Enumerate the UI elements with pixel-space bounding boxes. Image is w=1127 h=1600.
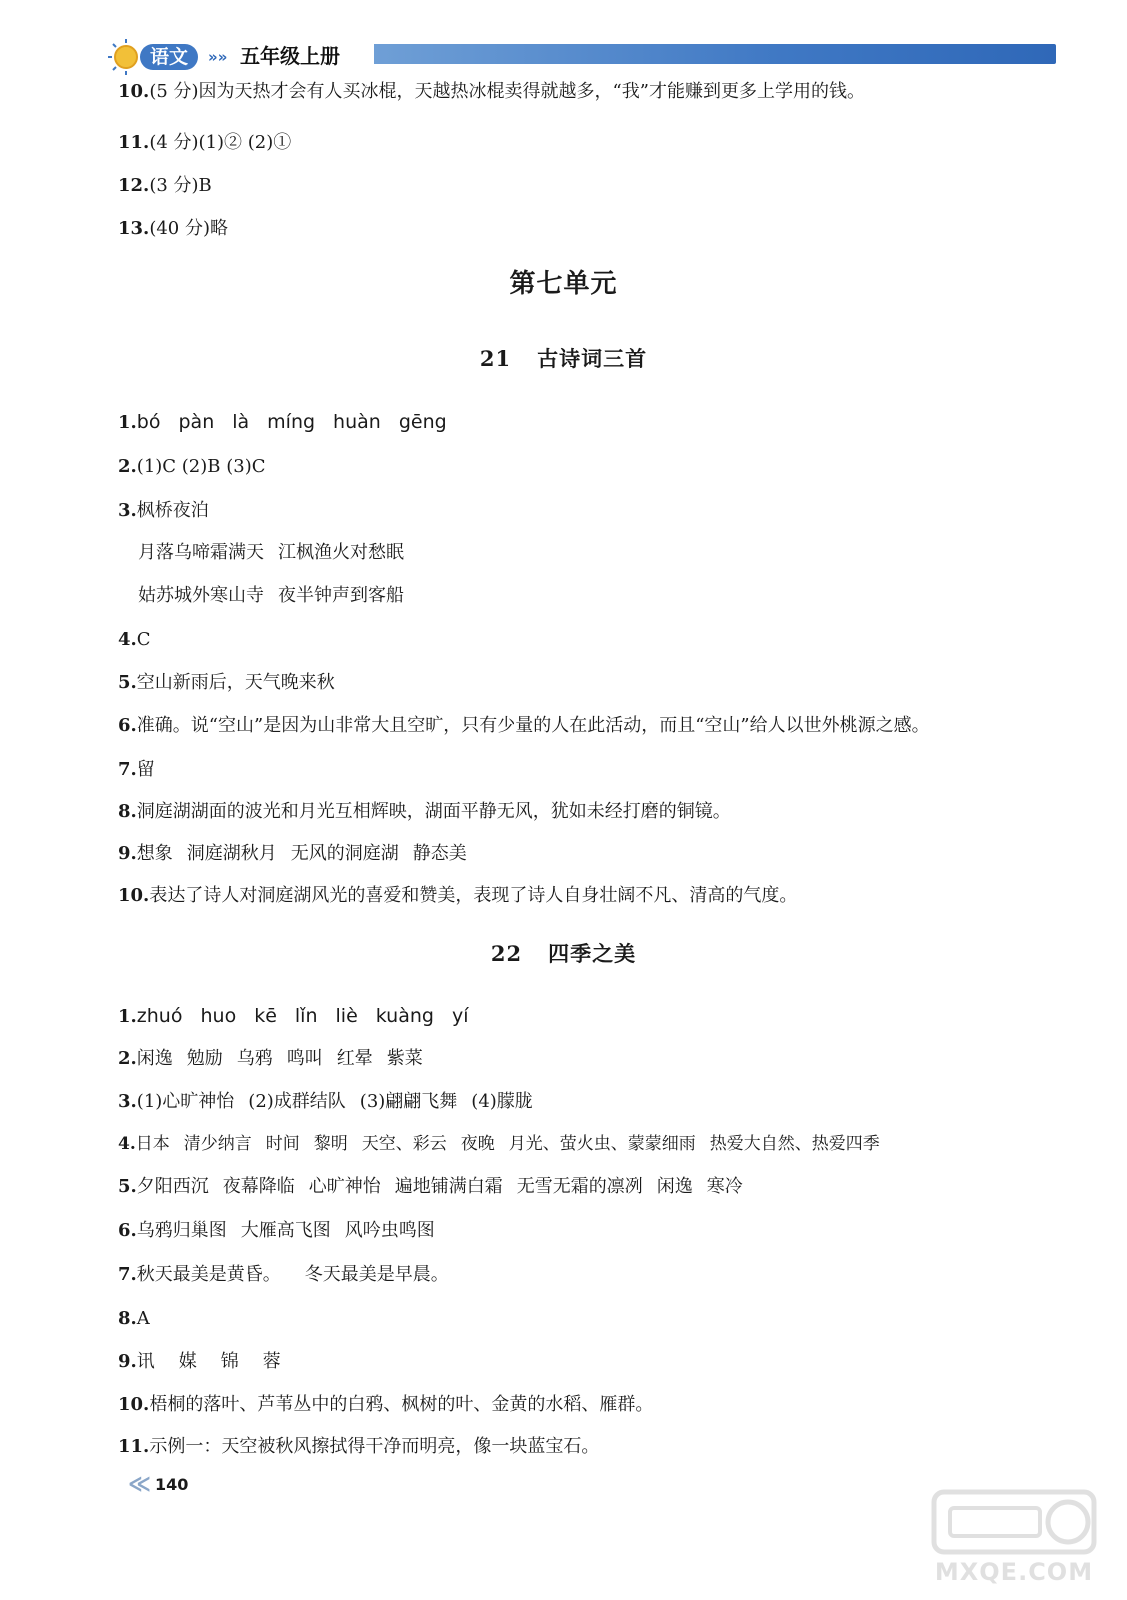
answer-item: 黎明 xyxy=(313,1134,348,1154)
answer-item: (2)成群结队 xyxy=(248,1091,346,1112)
watermark-text: MXQE.COM xyxy=(934,1558,1094,1586)
question-number: 10. xyxy=(118,1394,150,1415)
pinyin-item: bó xyxy=(136,411,161,433)
answer-item: 勉励 xyxy=(186,1048,223,1069)
question-number: 9. xyxy=(118,1351,137,1372)
answer-item: 乌鸦 xyxy=(236,1048,273,1069)
pinyin-item: kuàng xyxy=(375,1005,434,1027)
lesson-title xyxy=(0,344,1127,374)
answer-line xyxy=(118,841,467,867)
answer-text: 示例一：天空被秋风擦拭得干净而明亮，像一块蓝宝石。 xyxy=(149,1436,600,1457)
answer-item: 风吟虫鸣图 xyxy=(344,1220,435,1241)
answer-line xyxy=(118,1174,743,1200)
pinyin-item: yí xyxy=(451,1005,469,1027)
answer-item: 乌鸦归巢图 xyxy=(136,1220,227,1241)
answer-line xyxy=(118,1131,880,1157)
question-number: 13. xyxy=(118,218,150,239)
question-number: 12. xyxy=(118,175,150,196)
answer-line xyxy=(118,1218,435,1244)
answer-text: 梧桐的落叶、芦苇丛中的白鸦、枫树的叶、金黄的水稻、雁群。 xyxy=(149,1394,654,1415)
poem-verse: 姑苏城外寒山寺 xyxy=(138,585,264,606)
answer-item: 洞庭湖秋月 xyxy=(186,843,277,864)
answer-line xyxy=(118,670,335,696)
subject-badge: 语文 xyxy=(140,44,198,70)
question-number: 7. xyxy=(118,759,137,780)
answer-item: 月光、萤火虫、蒙蒙细雨 xyxy=(508,1134,696,1154)
question-number: 3. xyxy=(118,1091,137,1112)
answer-line xyxy=(118,757,155,783)
pinyin-item: lǐn xyxy=(294,1005,318,1027)
answer-line xyxy=(118,1003,487,1030)
answer-item: 夜晚 xyxy=(460,1134,495,1154)
answer-line xyxy=(118,1434,599,1460)
watermark xyxy=(928,1486,1100,1586)
question-number: 11. xyxy=(118,1436,150,1457)
question-number: 9. xyxy=(118,843,137,864)
answer-line xyxy=(118,130,291,156)
pinyin-item: huàn xyxy=(333,411,381,433)
pinyin-list xyxy=(137,1005,487,1027)
question-number: 5. xyxy=(118,672,137,693)
answer-item: 锦 xyxy=(220,1351,239,1372)
answer-item: 闲逸 xyxy=(656,1176,693,1197)
answer-item: 无风的洞庭湖 xyxy=(290,843,399,864)
answer-item: 想象 xyxy=(136,843,173,864)
poem-verse: 江枫渔火对愁眠 xyxy=(278,542,404,563)
question-number: 5. xyxy=(118,1176,137,1197)
page-footer xyxy=(128,1472,188,1496)
answer-line xyxy=(118,883,797,909)
question-number: 1. xyxy=(118,1006,137,1027)
answer-item: 无雪无霜的凛冽 xyxy=(516,1176,643,1197)
answer-line xyxy=(118,409,465,436)
question-number: 6. xyxy=(118,715,137,736)
answer-text: A xyxy=(136,1308,150,1329)
grade-label: 五年级上册 xyxy=(240,44,340,68)
answer-item: 夕阳西沉 xyxy=(136,1176,209,1197)
question-number: 2. xyxy=(118,456,137,477)
answer-item: 寒冷 xyxy=(706,1176,743,1197)
lesson-name: 四季之美 xyxy=(548,941,637,966)
question-number: 6. xyxy=(118,1220,137,1241)
pinyin-item: huo xyxy=(200,1005,237,1027)
answer-line xyxy=(118,1089,533,1115)
answer-text: (1)C (2)B (3)C xyxy=(136,456,266,477)
answer-item: 夜幕降临 xyxy=(222,1176,295,1197)
answer-line xyxy=(118,173,212,199)
answer-item: 秋天最美是黄昏。 xyxy=(136,1264,281,1285)
answer-item: 日本 xyxy=(135,1134,170,1154)
lesson-name: 古诗词三首 xyxy=(537,346,648,371)
answer-item: 鸣叫 xyxy=(286,1048,323,1069)
question-number: 3. xyxy=(118,500,137,521)
header-bar xyxy=(374,44,1056,64)
answer-line xyxy=(118,1392,653,1418)
poem-verse: 月落乌啼霜满天 xyxy=(138,542,264,563)
pinyin-item: zhuó xyxy=(136,1005,183,1027)
answer-line xyxy=(118,1349,281,1375)
answer-item: 时间 xyxy=(265,1134,300,1154)
answer-line xyxy=(118,1306,150,1332)
answer-item: (3)翩翩飞舞 xyxy=(359,1091,458,1112)
answer-item: 冬天最美是早晨。 xyxy=(304,1264,449,1285)
answer-text: C xyxy=(136,629,151,650)
answer-stamp-icon xyxy=(928,1486,1100,1558)
question-number: 11. xyxy=(118,132,150,153)
poem-title: 枫桥夜泊 xyxy=(136,500,209,521)
answer-item: 讯 xyxy=(136,1351,155,1372)
answer-text: (3 分)B xyxy=(149,175,212,196)
answer-line xyxy=(118,1046,423,1072)
pinyin-item: pàn xyxy=(178,411,215,433)
double-chevron-left-icon: ≪ xyxy=(128,1472,152,1497)
answer-item: 闲逸 xyxy=(136,1048,173,1069)
question-number: 10. xyxy=(118,81,150,102)
question-number: 10. xyxy=(118,885,150,906)
question-number: 8. xyxy=(118,801,137,822)
answer-item: 大雁高飞图 xyxy=(240,1220,331,1241)
answer-item: 蓉 xyxy=(262,1351,281,1372)
answer-line xyxy=(118,1262,449,1288)
question-number: 2. xyxy=(118,1048,137,1069)
lesson-title xyxy=(0,939,1127,969)
pinyin-item: míng xyxy=(267,411,316,433)
pinyin-list xyxy=(137,411,465,433)
unit-title: 第七单元 xyxy=(509,269,618,299)
answer-text: 表达了诗人对洞庭湖风光的喜爱和赞美，表现了诗人自身壮阔不凡、清高的气度。 xyxy=(149,885,798,906)
answer-item: 红晕 xyxy=(336,1048,373,1069)
answer-item: (4)朦胧 xyxy=(471,1091,533,1112)
answer-text: (5 分)因为天热才会有人买冰棍，天越热冰棍卖得就越多，“我”才能赚到更多上学用的钱。 xyxy=(149,81,865,102)
pinyin-item: gēng xyxy=(398,411,447,433)
answer-line xyxy=(118,454,266,480)
question-number: 8. xyxy=(118,1308,137,1329)
answer-line xyxy=(118,799,731,825)
answer-item: 热爱大自然、热爱四季 xyxy=(709,1134,880,1154)
answer-item: 天空、彩云 xyxy=(361,1134,447,1154)
chevron-right-icon: »» xyxy=(208,48,228,66)
answer-text: 洞庭湖湖面的波光和月光互相辉映，湖面平静无风，犹如未经打磨的铜镜。 xyxy=(136,801,731,822)
answer-item: 静态美 xyxy=(412,843,467,864)
answer-item: 紫菜 xyxy=(386,1048,423,1069)
answer-item: 清少纳言 xyxy=(183,1134,252,1154)
poem-line xyxy=(138,583,404,609)
pinyin-item: là xyxy=(232,411,250,433)
pinyin-item: liè xyxy=(335,1005,358,1027)
answer-text: 准确。说“空山”是因为山非常大且空旷，只有少量的人在此活动，而且“空山”给人以世外桃源之感。 xyxy=(136,715,930,736)
answer-line xyxy=(118,627,151,653)
pinyin-item: kē xyxy=(254,1005,277,1027)
question-number: 1. xyxy=(118,412,137,433)
question-number: 7. xyxy=(118,1264,137,1285)
page-number: 140 xyxy=(155,1475,189,1494)
answer-item: 媒 xyxy=(178,1351,197,1372)
question-number: 4. xyxy=(118,1134,136,1154)
answer-item: 心旷神怡 xyxy=(308,1176,381,1197)
lesson-number: 22 xyxy=(490,941,523,966)
page-header xyxy=(104,36,1056,80)
answer-line xyxy=(118,79,865,105)
answer-text: (4 分)(1)② (2)① xyxy=(149,132,292,153)
question-number: 4. xyxy=(118,629,137,650)
answer-line xyxy=(118,216,228,242)
answer-item: 遍地铺满白霜 xyxy=(394,1176,503,1197)
poem-line xyxy=(138,540,404,566)
poem-verse: 夜半钟声到客船 xyxy=(278,585,404,606)
answer-line xyxy=(118,498,209,524)
answer-text: 留 xyxy=(136,759,155,780)
answer-line xyxy=(118,713,930,739)
answer-text: (40 分)略 xyxy=(149,218,228,239)
answer-item: (1)心旷神怡 xyxy=(136,1091,235,1112)
answer-text: 空山新雨后，天气晚来秋 xyxy=(136,672,335,693)
lesson-number: 21 xyxy=(479,346,512,371)
